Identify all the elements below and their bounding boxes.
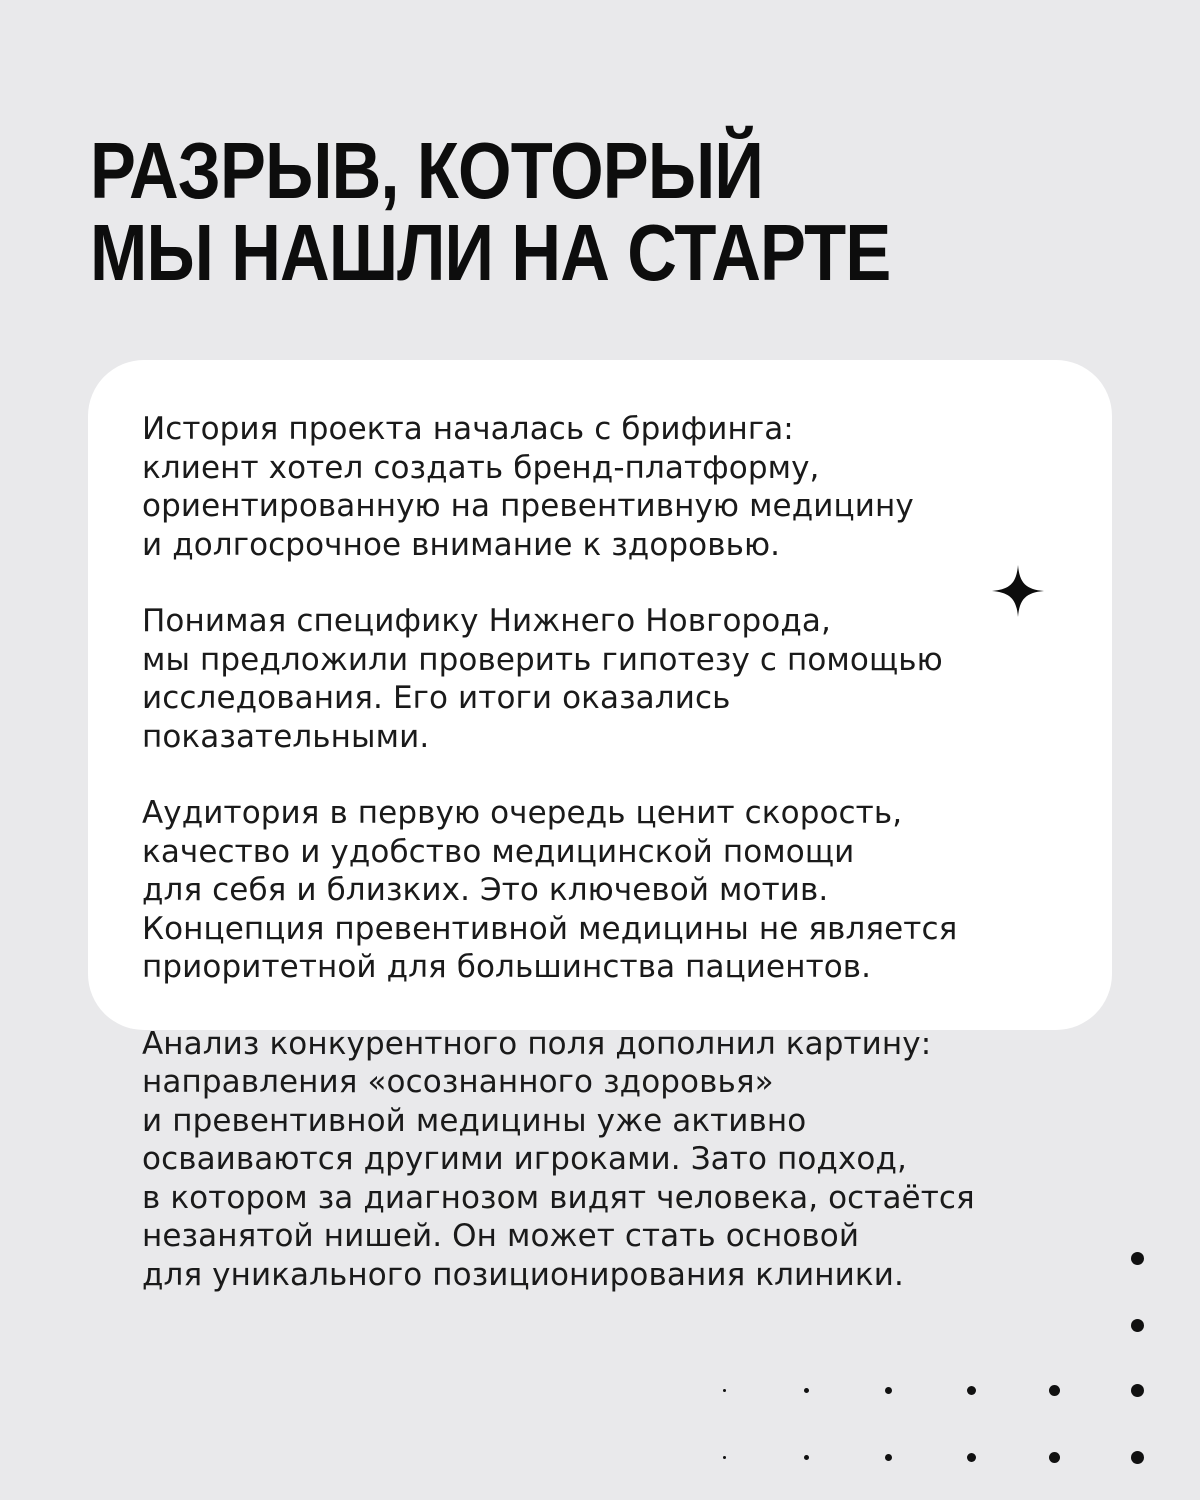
text-line: исследования. Его итоги оказались [142, 680, 731, 716]
text-line: направления «осознанного здоровья» [142, 1064, 774, 1100]
decor-dot [1131, 1451, 1144, 1464]
text-line: для себя и близких. Это ключевой мотив. [142, 872, 829, 908]
decor-dot [967, 1453, 976, 1462]
decor-dot [804, 1388, 809, 1393]
decor-dot [885, 1454, 892, 1461]
title-line-2: МЫ НАШЛИ НА СТАРТЕ [90, 208, 891, 297]
text-line: осваиваются другими игроками. Зато подход, [142, 1141, 907, 1177]
paragraph-audience [142, 794, 1102, 987]
text-line: качество и удобство медицинской помощи [142, 833, 855, 870]
decor-dot [1131, 1252, 1144, 1265]
text-line: История проекта началась с брифинга: [142, 411, 794, 447]
decor-dot [967, 1386, 976, 1395]
title-line-1: РАЗРЫВ, КОТОРЫЙ [90, 126, 763, 215]
text-line: мы предложили проверить гипотезу с помощью [142, 641, 943, 678]
paragraph-competitors [142, 1025, 1102, 1295]
decor-dot [723, 1456, 726, 1459]
decor-dot [1049, 1452, 1060, 1463]
text-line: Аудитория в первую очередь ценит скорость, [142, 795, 903, 831]
content-card [88, 360, 1112, 1293]
text-line: Понимая специфику Нижнего Новгорода, [142, 603, 831, 639]
card-text [142, 410, 1102, 1332]
decor-dot [1131, 1319, 1144, 1332]
text-line: ориентированную на превентивную медицину [142, 488, 914, 524]
decor-dot [723, 1389, 726, 1392]
text-line: показательными. [142, 718, 430, 755]
text-line: и долгосрочное внимание к здоровью. [142, 526, 781, 563]
decor-dot [804, 1455, 809, 1460]
text-line: Концепция превентивной медицины не является [142, 910, 958, 947]
text-line: для уникального позиционирования клиники. [142, 1256, 904, 1293]
text-line: приоритетной для большинства пациентов. [142, 949, 872, 985]
text-line: Анализ конкурентного поля дополнил картину: [142, 1025, 932, 1062]
decor-dot [885, 1387, 892, 1394]
decor-dot [1049, 1385, 1060, 1396]
text-line: незанятой нишей. Он может стать основой [142, 1218, 860, 1254]
text-line: в котором за диагнозом видят человека, остаётся [142, 1179, 975, 1216]
four-point-star-icon [992, 565, 1044, 617]
text-line: клиент хотел создать бренд-платформу, [142, 449, 820, 486]
page-title [90, 126, 891, 297]
paragraph-research [142, 602, 1102, 756]
decor-dot [1131, 1384, 1144, 1397]
text-line: и превентивной медицины уже активно [142, 1102, 807, 1139]
paragraph-briefing [142, 410, 1102, 564]
